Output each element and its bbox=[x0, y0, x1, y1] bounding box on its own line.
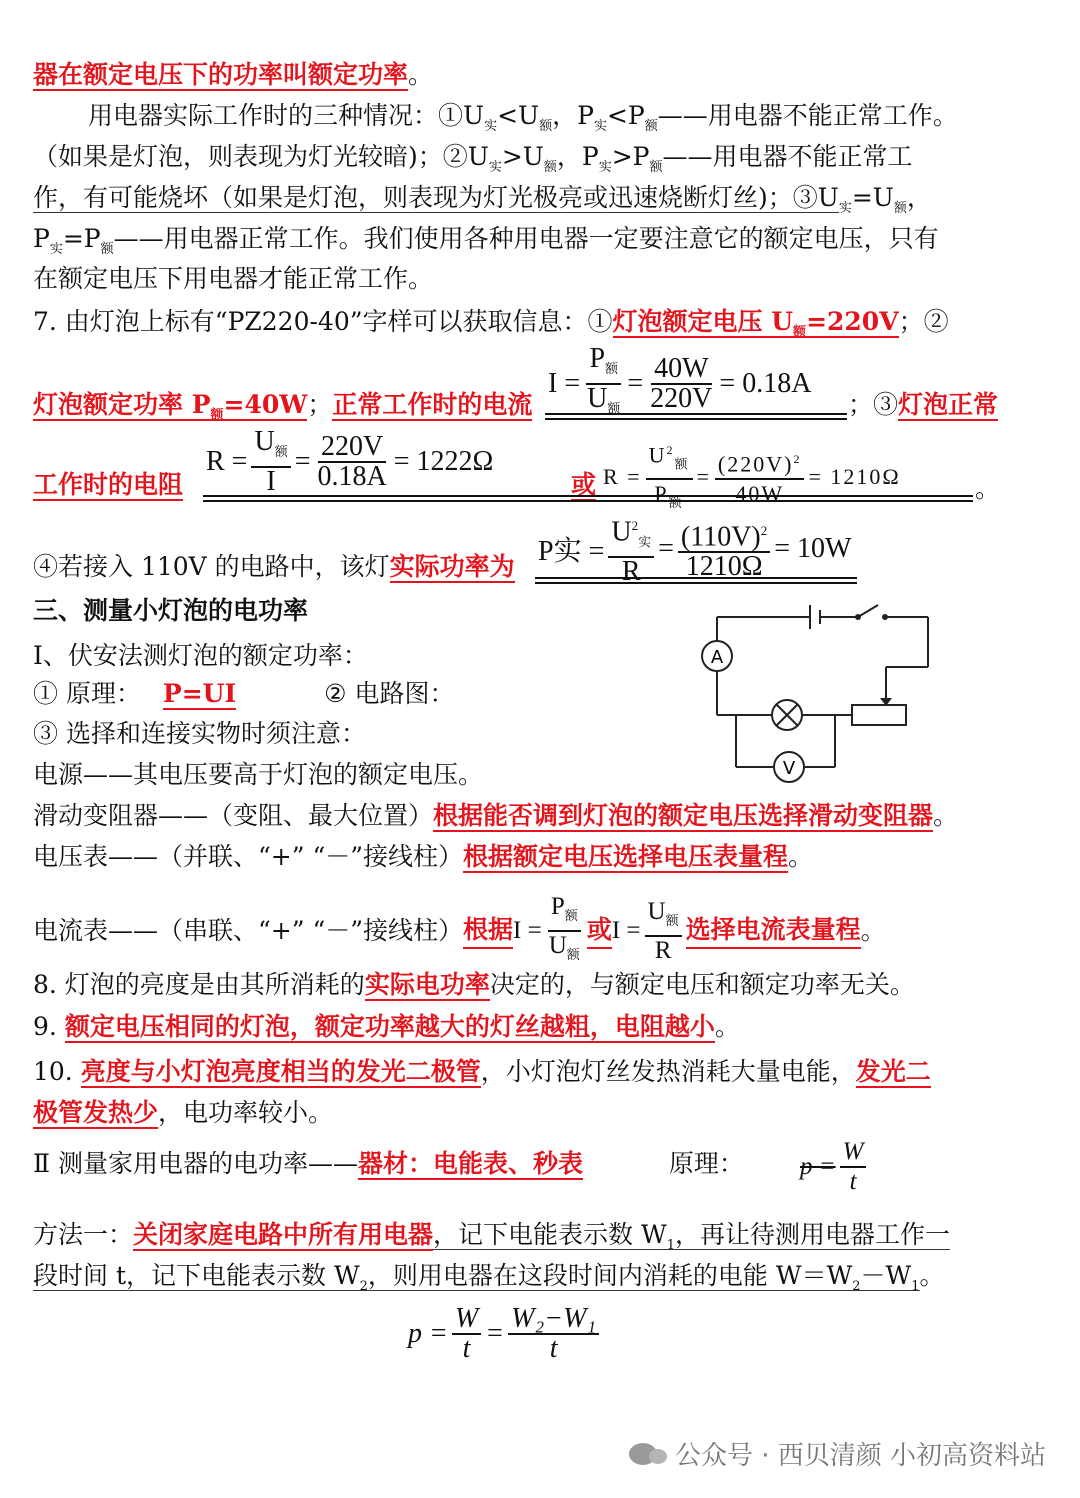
normal-current: 正常工作时的电流 bbox=[332, 390, 533, 419]
item-7-line-1: 7. 由灯泡上标有“PZ220-40”字样可以获取信息：①灯泡额定电压 $U_额=220V$；② bbox=[33, 307, 949, 340]
item-8: 8. 灯泡的亮度是由其所消耗的实际电功率决定的，与额定电压和额定功率无关。 bbox=[33, 970, 915, 999]
resistance-formula-2: R = $\frac{U^2_额}{P_额}$ = $\frac{(220V)^2}{40W}$ = 1210Ω bbox=[603, 436, 901, 517]
ammeter-line: 电流表——（串联、“+” “－”接线柱） 根据 I = $\frac{P_额}{U_额}$ 或 I = $\frac{U_额}{R}$ 选择电流表量程 。 bbox=[33, 893, 886, 964]
rheostat-line: 滑动变阻器——（变阻、最大位置）根据能否调到灯泡的额定电压选择滑动变阻器。 bbox=[33, 801, 959, 830]
or-label: 或 bbox=[571, 470, 597, 499]
item-7-4: ④若接入 110V 的电路中，该灯实际功率为 bbox=[33, 552, 515, 581]
item-7-line-3: 工作时的电阻 bbox=[33, 470, 184, 499]
cases-line-5: 在额定电压下用电器才能正常工作。 bbox=[33, 264, 434, 293]
watermark: 公众号 · 西贝清颜 小初高资料站 bbox=[629, 1435, 1046, 1472]
principle-line: ① 原理： P=UI ② 电路图： bbox=[33, 679, 455, 708]
actual-power-formula: P实 = $\frac{U^2_实}{R}$ = $\frac{(110V)^2}{1210\Omega}$ = 10W bbox=[538, 512, 851, 586]
line-1: 器在额定电压下的功率叫额定功率。 bbox=[33, 60, 434, 89]
item-10-line-1: 10. 亮度与小灯泡亮度相当的发光二极管，小灯泡灯丝发热消耗大量电能，发光二 bbox=[33, 1057, 931, 1086]
wechat-icon bbox=[629, 1443, 657, 1465]
voltmeter-line: 电压表——（并联、“+” “－”接线柱）根据额定电压选择电压表量程。 bbox=[33, 842, 814, 871]
cases-line-3: 作，有可能烧坏（如果是灯泡，则表现为灯光极亮或迅速烧断灯丝)；$③U_实=U_额$， bbox=[33, 183, 932, 216]
section-3-I-title: Ⅰ、伏安法测灯泡的额定功率： bbox=[33, 641, 368, 670]
item-10-line-2: 极管发热少，电功率较小。 bbox=[33, 1098, 334, 1127]
principle-value: P=UI bbox=[162, 679, 237, 708]
resistance-formula-1: R = $\frac{U_额}{I}$ = $\frac{220V}{0.18A}$ = 1222Ω bbox=[206, 426, 494, 497]
highlight-rated-power-def: 器在额定电压下的功率叫额定功率 bbox=[33, 60, 409, 89]
circuit-diagram bbox=[690, 595, 950, 790]
resistance-underline bbox=[203, 495, 973, 502]
select-line: ③ 选择和连接实物时须注意： bbox=[33, 719, 366, 748]
cases-line-2: （如果是灯泡，则表现为灯光较暗)；$②U_实>U_额$，$P_实>P_额——$用电器不能正常工 bbox=[33, 142, 913, 175]
rated-power: 灯泡额定功率 $P_额=40W$ bbox=[33, 390, 308, 423]
method-1-line-2: 段时间 t，记下电能表示数 $W_2$，则用电器在这段时间内消耗的电能 $W=W_2-W_1$。 bbox=[33, 1261, 945, 1294]
cases-line-1: 用电器实际工作时的三种情况：$①U_实<U_额$，$P_实<P_额——$用电器不能正常工作。 bbox=[88, 101, 958, 134]
svg-text:A: A bbox=[710, 647, 724, 668]
method-1-formula: p = $\frac{W}{t}$ = $\frac{\text{W₂−W₁}}{t}$ bbox=[408, 1305, 603, 1363]
current-underline bbox=[545, 413, 847, 420]
method-1-line-1: 方法一：关闭家庭电路中所有用电器，记下电能表示数 $W_1$，再让待测用电器工作一 bbox=[33, 1220, 950, 1253]
section-II-title: Ⅱ 测量家用电器的电功率——器材：电能表、秒表 原理： bbox=[33, 1149, 744, 1178]
cases-line-4: $P_实=P_额——$用电器正常工作。我们使用各种用电器一定要注意它的额定电压，只有 bbox=[33, 224, 939, 257]
svg-text:V: V bbox=[782, 758, 796, 779]
actual-power-underline bbox=[535, 577, 857, 584]
power-source-line: 电源——其电压要高于灯泡的额定电压。 bbox=[33, 760, 484, 789]
item-7-line-2b: ；③灯泡正常 bbox=[848, 390, 999, 419]
principle-formula: p = $\frac{W}{t}$ bbox=[800, 1138, 870, 1196]
rated-voltage: 灯泡额定电压 $U_额=220V$ bbox=[612, 307, 899, 340]
section-3-heading: 三、测量小灯泡的电功率 bbox=[33, 596, 309, 625]
current-formula: I = $\frac{P_额}{U_额}$ = $\frac{40W}{220V}$ = 0.18A bbox=[548, 343, 812, 416]
item-9: 9. 额定电压相同的灯泡，额定功率越大的灯丝越粗，电阻越小。 bbox=[33, 1012, 740, 1041]
item-7-line-2: 灯泡额定功率 $P_额=40W$；正常工作时的电流 bbox=[33, 390, 533, 423]
